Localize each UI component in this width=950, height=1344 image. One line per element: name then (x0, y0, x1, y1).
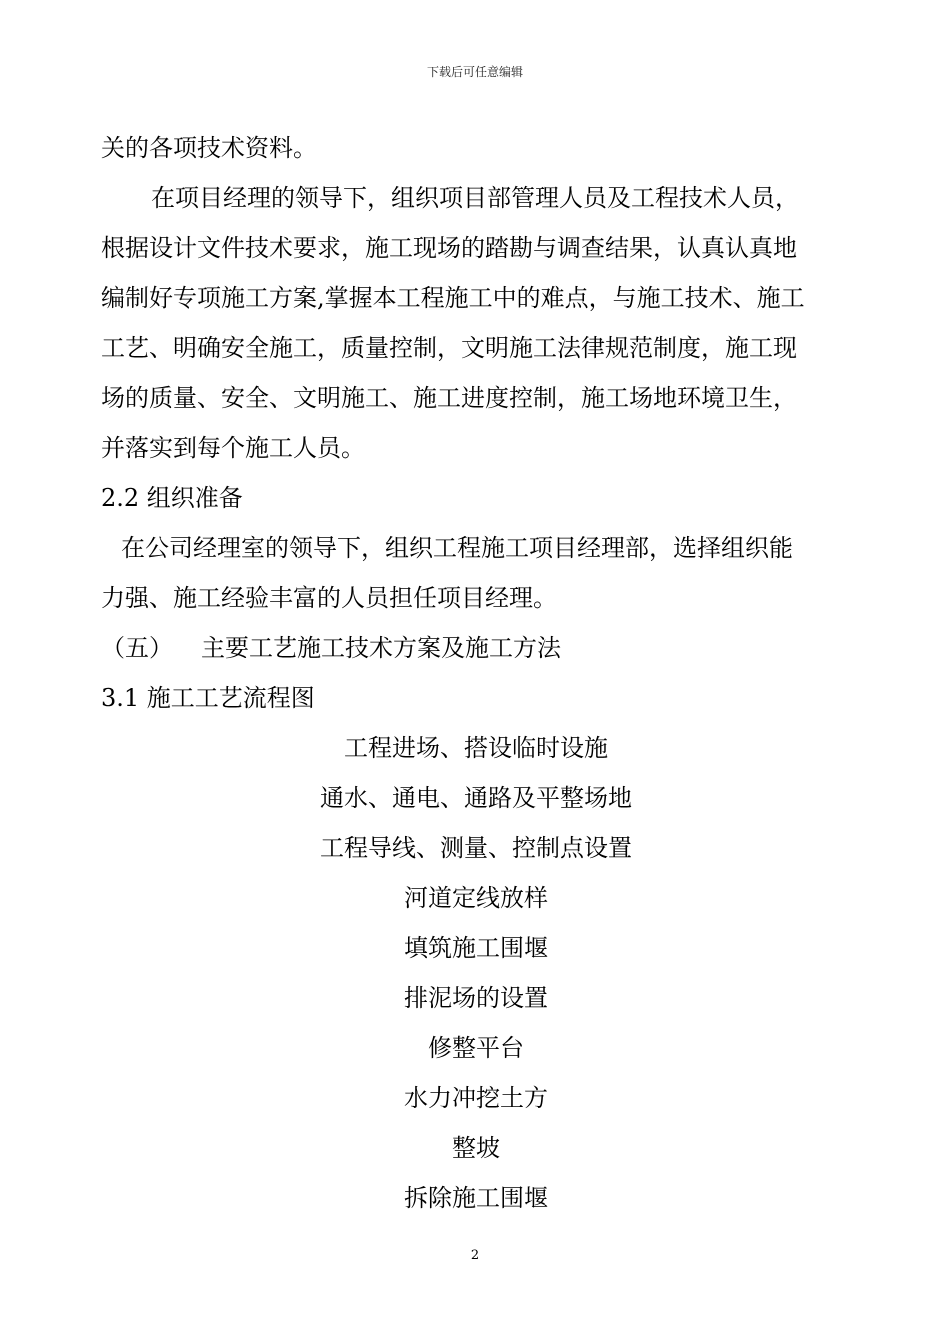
paragraph-line: 在公司经理室的领导下，组织工程施工项目经理部，选择组织能 (121, 534, 793, 562)
section-number: （五） (101, 634, 173, 662)
flow-step: 整坡 (452, 1134, 500, 1162)
paragraph-line: 场的质量、安全、文明施工、施工进度控制，施工场地环境卫生， (101, 384, 797, 412)
flow-step: 拆除施工围堰 (404, 1184, 548, 1212)
page-number: 2 (470, 1248, 480, 1263)
document-body (101, 123, 851, 723)
paragraph-line: 工艺、明确安全施工，质量控制，文明施工法律规范制度，施工现 (101, 334, 797, 362)
flow-step: 河道定线放样 (404, 884, 548, 912)
flow-step: 排泥场的设置 (404, 984, 548, 1012)
section-heading-2-2: 2.2 组织准备 (101, 484, 243, 512)
flow-step: 修整平台 (428, 1034, 524, 1062)
flow-step: 工程进场、搭设临时设施 (344, 734, 608, 762)
paragraph-line: 力强、施工经验丰富的人员担任项目经理。 (101, 584, 557, 612)
flow-step: 工程导线、测量、控制点设置 (320, 834, 632, 862)
page-header: 下载后可任意编辑 (426, 65, 523, 79)
paragraph-line: 在项目经理的领导下，组织项目部管理人员及工程技术人员， (151, 184, 799, 212)
paragraph-continuation: 关的各项技术资料。 (101, 134, 317, 162)
section-heading-3-1: 3.1 施工工艺流程图 (101, 684, 315, 712)
paragraph-line: 并落实到每个施工人员。 (101, 434, 365, 462)
flow-step: 水力冲挖土方 (404, 1084, 548, 1112)
flow-step: 填筑施工围堰 (404, 934, 548, 962)
process-flow-chart (101, 723, 851, 1223)
paragraph-line: 根据设计文件技术要求，施工现场的踏勘与调查结果，认真认真地 (101, 234, 797, 262)
paragraph-line: 编制好专项施工方案,掌握本工程施工中的难点，与施工技术、施工 (101, 284, 805, 312)
section-title: 主要工艺施工技术方案及施工方法 (201, 634, 561, 662)
flow-step: 通水、通电、通路及平整场地 (320, 784, 632, 812)
section-heading-5 (101, 623, 851, 673)
